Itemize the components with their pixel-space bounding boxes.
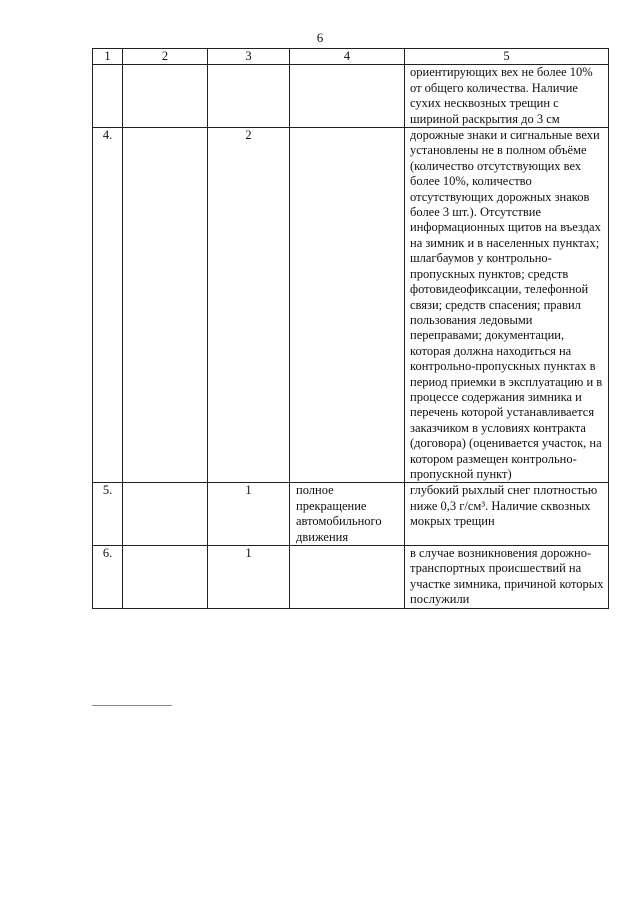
table-row bbox=[93, 546, 609, 609]
row-number-cell bbox=[93, 65, 123, 128]
column-3-cell bbox=[208, 65, 290, 128]
row-number-cell: 5. bbox=[93, 483, 123, 546]
column-header-4: 4 bbox=[290, 49, 405, 65]
column-header-3: 3 bbox=[208, 49, 290, 65]
column-2-cell bbox=[123, 128, 208, 483]
description-cell: глубокий рыхлый снег плотностью ниже 0,3 г/см³. Наличие сквозных мокрых трещин bbox=[405, 483, 609, 546]
column-3-cell: 1 bbox=[208, 546, 290, 609]
table-row bbox=[93, 483, 609, 546]
column-4-cell bbox=[290, 65, 405, 128]
column-3-cell: 2 bbox=[208, 128, 290, 483]
table-row bbox=[93, 128, 609, 483]
row-number-cell: 4. bbox=[93, 128, 123, 483]
column-header-2: 2 bbox=[123, 49, 208, 65]
description-cell: дорожные знаки и сигнальные вехи установлены не в полном объёме (количество отсутствующих вех более 10%, количество отсутствующих дорожных знаков более 3 шт.). Отсутствие информационных щитов на въездах на зимник и в населенных пунктах; шлагбаумов у контрольно-пропускных пунктов; средств фотовидеофиксации, телефонной связи; средств спасения; правил пользования ледовыми переправами; документации, которая должна находиться на контрольно-пропускных пунктах в период приемки в эксплуатацию и в процессе содержания зимника и перечень которой устанавливается заказчиком в условиях контракта (договора) (оценивается участок, на котором размещен контрольно-пропускной пункт) bbox=[405, 128, 609, 483]
column-3-cell: 1 bbox=[208, 483, 290, 546]
scan-artifact-line bbox=[92, 705, 172, 706]
column-2-cell bbox=[123, 546, 208, 609]
column-2-cell bbox=[123, 483, 208, 546]
header-row bbox=[93, 49, 609, 65]
column-4-cell bbox=[290, 128, 405, 483]
column-4-cell bbox=[290, 546, 405, 609]
column-4-cell: полное прекращение автомобильного движения bbox=[290, 483, 405, 546]
column-header-5: 5 bbox=[405, 49, 609, 65]
description-cell: ориентирующих вех не более 10% от общего количества. Наличие сухих несквозных трещин с шириной раскрытия до 3 см bbox=[405, 65, 609, 128]
description-cell: в случае возникновения дорожно-транспортных происшествий на участке зимника, причиной которых послужили bbox=[405, 546, 609, 609]
row-number-cell: 6. bbox=[93, 546, 123, 609]
document-table bbox=[92, 48, 609, 609]
table-row bbox=[93, 65, 609, 128]
column-2-cell bbox=[123, 65, 208, 128]
column-header-1: 1 bbox=[93, 49, 123, 65]
page-number: 6 bbox=[316, 30, 324, 45]
